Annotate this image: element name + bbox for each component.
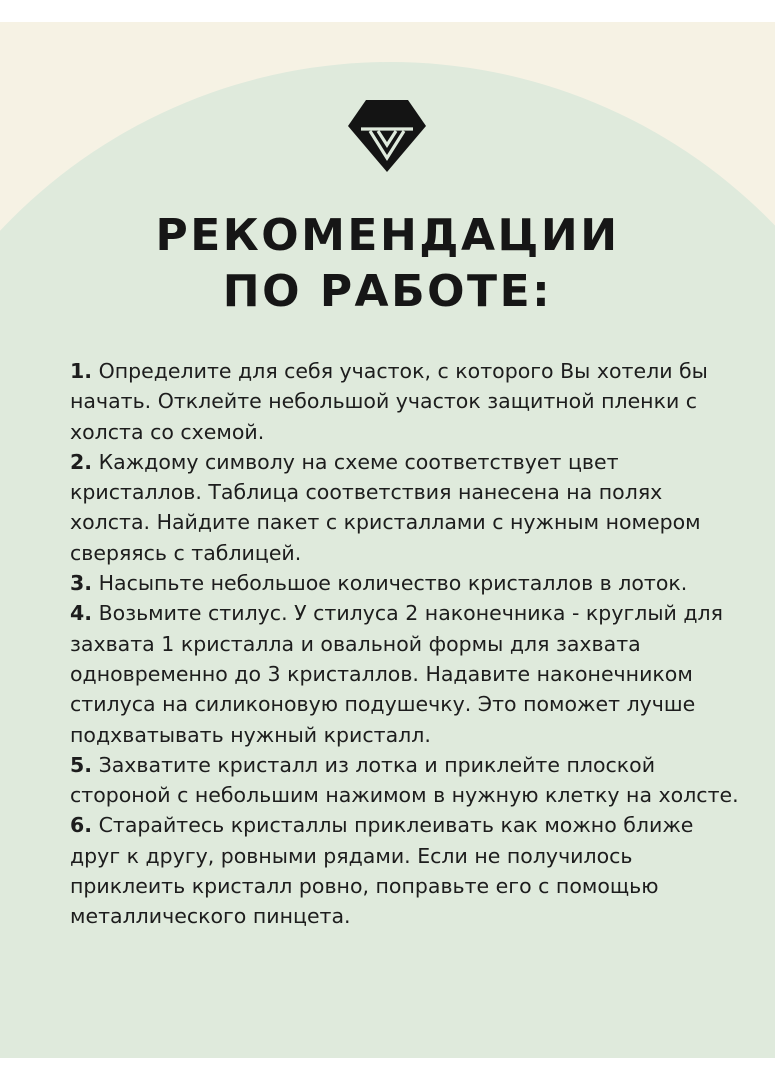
step-number: 1.	[70, 359, 93, 383]
steps-list	[70, 356, 742, 932]
instruction-card	[0, 22, 775, 1058]
step-item	[70, 598, 742, 749]
step-number: 3.	[70, 571, 93, 596]
step-text: Каждому символу на схеме соответствует цвет кристаллов. Таблица соответствия нанесена на полях холста. Найдите пакет с кристаллами с нужным номером сверяясь с таблицей.	[70, 449, 701, 565]
page-title	[0, 208, 775, 320]
step-item	[70, 447, 742, 568]
step-number: 2.	[70, 449, 93, 474]
title-line-2: ПО РАБОТЕ:	[222, 266, 553, 317]
step-item	[70, 810, 742, 931]
step-item	[70, 750, 742, 811]
step-item	[70, 568, 742, 598]
step-number: 6.	[70, 813, 93, 838]
step-number: 5.	[70, 752, 93, 777]
diamond-icon	[348, 100, 426, 172]
step-item	[70, 356, 742, 447]
step-text: Определите для себя участок, с которого Вы хотели бы начать. Отклейте небольшой участок защитной пленки с холста со схемой.	[70, 359, 708, 444]
step-text: Старайтесь кристаллы приклеивать как можно ближе друг к другу, ровными рядами. Если не получилось приклеить кристалл ровно, поправьте его с помощью металлического пинцета.	[70, 813, 694, 929]
step-text: Насыпьте небольшое количество кристаллов в лоток.	[98, 571, 688, 596]
title-line-1: РЕКОМЕНДАЦИИ	[155, 210, 620, 261]
step-text: Захватите кристалл из лотка и приклейте плоской стороной с небольшим нажимом в нужную клетку на холсте.	[70, 752, 739, 808]
step-text: Возьмите стилус. У стилуса 2 наконечника - круглый для захвата 1 кристалла и овальной формы для захвата одновременно до 3 кристаллов. Надавите наконечником стилуса на силиконовую подушечку. Это поможет лучше подхватывать нужный кристалл.	[70, 601, 723, 747]
step-number: 4.	[70, 601, 93, 626]
card-content	[0, 22, 775, 1058]
